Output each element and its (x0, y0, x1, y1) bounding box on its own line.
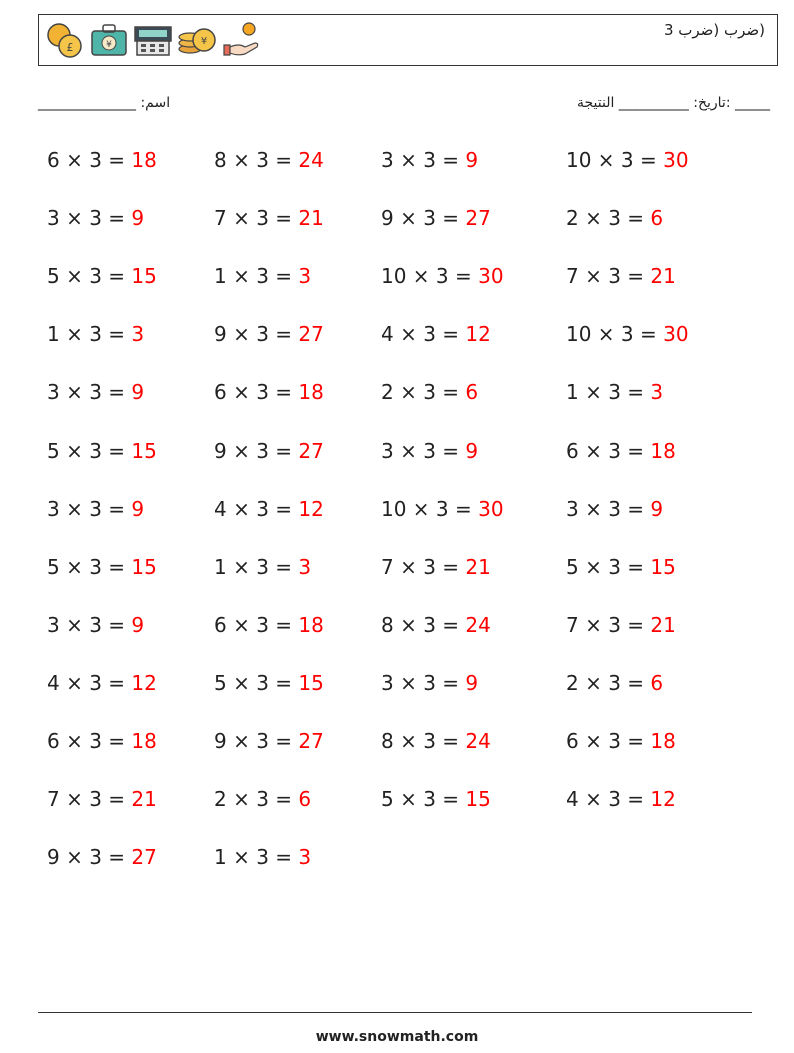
problem-item (381, 729, 491, 753)
problem-question: 6 × 3 = (47, 729, 132, 753)
problem-item (47, 497, 144, 521)
problem-item (566, 497, 663, 521)
problem-item (381, 148, 478, 172)
problem-item (381, 439, 478, 463)
problem-question: 8 × 3 = (381, 729, 466, 753)
problem-item (381, 264, 504, 288)
problem-question: 1 × 3 = (566, 380, 651, 405)
problem-item (566, 613, 676, 637)
problem-item (566, 555, 676, 579)
problem-question: 3 × 3 = (566, 496, 651, 521)
problem-answer: 3 (650, 380, 664, 405)
problem-answer: 9 (465, 670, 479, 695)
header-box (38, 14, 778, 66)
problem-answer: 18 (298, 612, 324, 637)
problem-answer: 15 (465, 787, 491, 812)
problem-question: 9 × 3 = (47, 845, 132, 870)
problem-question: 9 × 3 = (214, 322, 299, 347)
date-score-field: _____ :تاريخ: __________ النتيجة (576, 95, 770, 111)
problem-item (566, 439, 676, 463)
problem-answer: 9 (131, 206, 145, 231)
problem-question: 5 × 3 = (566, 554, 651, 579)
problem-item (566, 206, 663, 230)
problem-answer: 18 (131, 729, 157, 753)
problem-question: 5 × 3 = (47, 554, 132, 579)
problem-question: 5 × 3 = (214, 670, 299, 695)
problem-answer: 30 (478, 496, 504, 521)
problem-answer: 6 (298, 787, 312, 812)
problem-answer: 21 (650, 612, 676, 637)
problem-item (381, 206, 491, 230)
problem-answer: 12 (650, 787, 676, 812)
problem-answer: 15 (131, 554, 157, 579)
problem-answer: 21 (465, 554, 491, 579)
problem-question: 2 × 3 = (214, 787, 299, 812)
problem-answer: 21 (650, 264, 676, 289)
problem-answer: 6 (650, 206, 664, 231)
problem-item (47, 555, 157, 579)
problem-item (381, 380, 478, 404)
problem-answer: 9 (650, 496, 664, 521)
problem-question: 4 × 3 = (381, 322, 466, 347)
problem-item (214, 845, 311, 869)
svg-text:£: £ (66, 41, 74, 54)
problem-question: 7 × 3 = (566, 612, 651, 637)
problem-item (47, 148, 157, 172)
problem-answer: 3 (131, 322, 145, 347)
problem-item (566, 380, 663, 404)
coins-icon (45, 21, 85, 59)
problem-answer: 9 (131, 380, 145, 405)
problem-item (381, 497, 504, 521)
problem-answer: 3 (298, 264, 312, 289)
problem-item (214, 555, 311, 579)
problem-question: 6 × 3 = (214, 380, 299, 405)
problem-item (381, 555, 491, 579)
problem-question: 2 × 3 = (566, 670, 651, 695)
problem-item (47, 729, 157, 753)
problem-question: 1 × 3 = (47, 322, 132, 347)
problem-answer: 30 (663, 148, 689, 172)
problem-question: 7 × 3 = (47, 787, 132, 812)
problem-item (566, 148, 689, 172)
problem-answer: 3 (298, 554, 312, 579)
problem-item (566, 671, 663, 695)
cash-register-icon (133, 21, 173, 59)
problem-answer: 18 (650, 438, 676, 463)
problem-item (214, 380, 324, 404)
problem-question: 2 × 3 = (381, 380, 466, 405)
problem-answer: 21 (131, 787, 157, 812)
problem-question: 3 × 3 = (381, 438, 466, 463)
problem-answer: 27 (298, 438, 324, 463)
problem-answer: 15 (650, 554, 676, 579)
problem-item (47, 206, 144, 230)
problem-question: 8 × 3 = (214, 148, 299, 172)
problem-item (214, 787, 311, 811)
problem-question: 5 × 3 = (381, 787, 466, 812)
name-field: اسم: ______________ (38, 95, 171, 111)
problem-question: 4 × 3 = (214, 496, 299, 521)
problem-question: 3 × 3 = (381, 670, 466, 695)
problem-item (566, 264, 676, 288)
problem-question: 3 × 3 = (381, 148, 466, 172)
problem-answer: 3 (298, 845, 312, 870)
problem-question: 3 × 3 = (47, 206, 132, 231)
problem-answer: 12 (131, 670, 157, 695)
problem-question: 9 × 3 = (214, 729, 299, 753)
problem-answer: 27 (131, 845, 157, 870)
problem-question: 10 × 3 = (381, 264, 479, 289)
problem-item (214, 264, 311, 288)
problem-item (47, 613, 144, 637)
problem-question: 1 × 3 = (214, 554, 299, 579)
problem-question: 8 × 3 = (381, 612, 466, 637)
problem-question: 3 × 3 = (47, 612, 132, 637)
problem-answer: 27 (465, 206, 491, 231)
problem-item (381, 322, 491, 346)
problem-answer: 9 (131, 612, 145, 637)
footer-url: www.snowmath.com (315, 1029, 479, 1045)
problem-item (381, 613, 491, 637)
problem-item (47, 439, 157, 463)
problem-item (214, 206, 324, 230)
problem-item (214, 148, 324, 172)
money-suitcase-icon (89, 21, 129, 59)
problem-item (214, 613, 324, 637)
problem-item (47, 671, 157, 695)
problem-question: 4 × 3 = (566, 787, 651, 812)
problem-item (47, 322, 144, 346)
problem-item (381, 787, 491, 811)
problem-item (214, 729, 324, 753)
problem-answer: 6 (650, 670, 664, 695)
problem-question: 6 × 3 = (47, 148, 132, 172)
problem-question: 10 × 3 = (381, 496, 479, 521)
problem-answer: 15 (298, 670, 324, 695)
problem-question: 5 × 3 = (47, 264, 132, 289)
problem-answer: 15 (131, 264, 157, 289)
problem-question: 9 × 3 = (381, 206, 466, 231)
problem-item (214, 497, 324, 521)
problem-question: 6 × 3 = (566, 438, 651, 463)
problem-answer: 18 (650, 729, 676, 753)
problem-answer: 27 (298, 322, 324, 347)
problem-item (566, 322, 689, 346)
problem-question: 7 × 3 = (214, 206, 299, 231)
coin-stack-icon (177, 21, 217, 59)
problem-item (381, 671, 478, 695)
problem-answer: 24 (298, 148, 324, 172)
svg-text:¥: ¥ (200, 36, 208, 47)
problem-answer: 18 (131, 148, 157, 172)
problem-question: 3 × 3 = (47, 380, 132, 405)
problem-item (47, 264, 157, 288)
problem-answer: 30 (478, 264, 504, 289)
problem-question: 7 × 3 = (381, 554, 466, 579)
problem-answer: 15 (131, 438, 157, 463)
problem-question: 9 × 3 = (214, 438, 299, 463)
problem-answer: 9 (131, 496, 145, 521)
problem-item (47, 380, 144, 404)
problem-answer: 12 (298, 496, 324, 521)
problem-answer: 6 (465, 380, 479, 405)
problem-question: 7 × 3 = (566, 264, 651, 289)
problem-item (566, 787, 676, 811)
icon-row (45, 21, 261, 59)
problem-answer: 30 (663, 322, 689, 347)
problem-item (47, 845, 157, 869)
problem-answer: 18 (298, 380, 324, 405)
problem-question: 6 × 3 = (566, 729, 651, 753)
problem-answer: 12 (465, 322, 491, 347)
problem-question: 10 × 3 = (566, 148, 664, 172)
problem-answer: 9 (465, 438, 479, 463)
problem-answer: 24 (465, 612, 491, 637)
problem-question: 1 × 3 = (214, 845, 299, 870)
problem-question: 10 × 3 = (566, 322, 664, 347)
problem-answer: 9 (465, 148, 479, 172)
problem-question: 4 × 3 = (47, 670, 132, 695)
problem-question: 3 × 3 = (47, 496, 132, 521)
problem-question: 1 × 3 = (214, 264, 299, 289)
problem-answer: 27 (298, 729, 324, 753)
worksheet-title: (ضرب (ضرب 3 (663, 21, 765, 39)
problem-question: 5 × 3 = (47, 438, 132, 463)
problem-item (566, 729, 676, 753)
problem-item (47, 787, 157, 811)
problem-item (214, 671, 324, 695)
problem-answer: 21 (298, 206, 324, 231)
problem-answer: 24 (465, 729, 491, 753)
problem-question: 2 × 3 = (566, 206, 651, 231)
problem-question: 6 × 3 = (214, 612, 299, 637)
problem-item (214, 439, 324, 463)
svg-text:¥: ¥ (106, 40, 112, 50)
footer-divider (38, 1012, 752, 1013)
hand-coin-icon (221, 21, 261, 59)
problem-item (214, 322, 324, 346)
